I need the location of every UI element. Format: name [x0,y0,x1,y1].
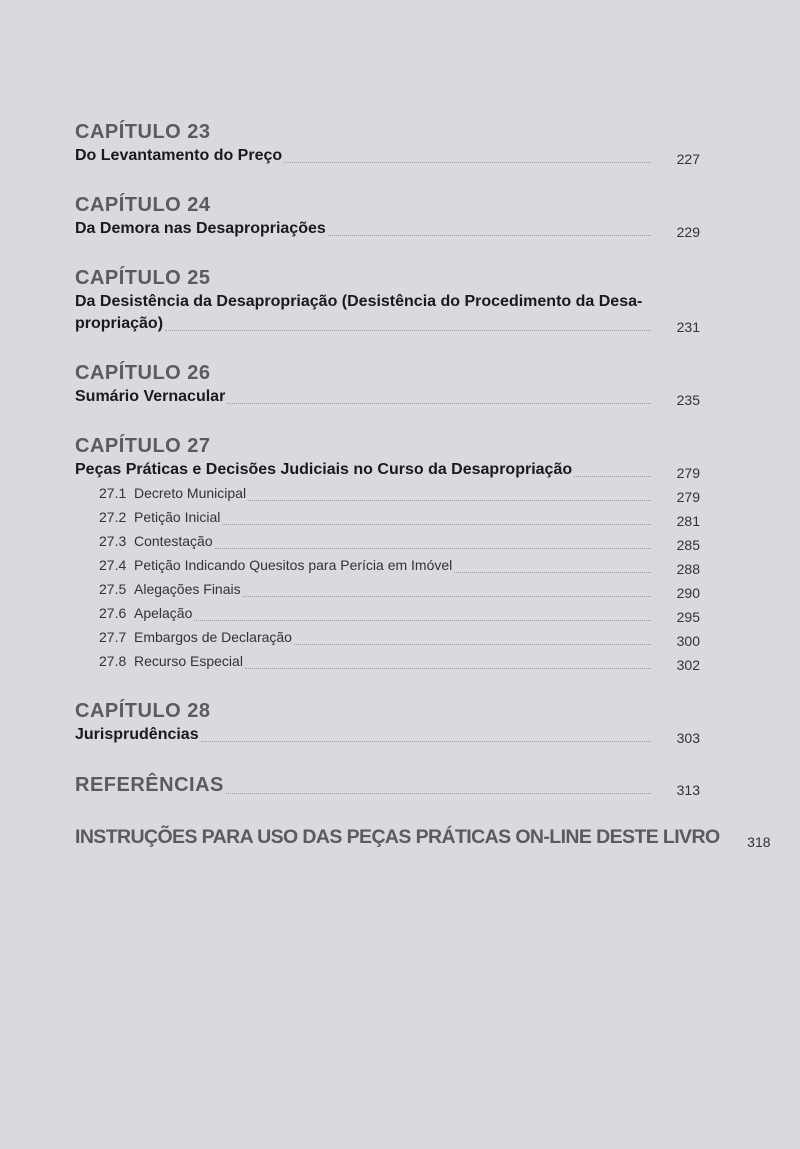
section-entry[interactable] [75,649,700,673]
page-number: 279 [676,465,700,481]
page-number: 295 [676,609,700,625]
section-entry[interactable] [75,505,700,529]
leader-dots [454,571,651,573]
page-number: 288 [676,561,700,577]
leader-dots [201,740,651,742]
chapter-heading: CAPÍTULO 25 [75,267,211,289]
page-number: 303 [676,730,700,746]
section-entry[interactable] [75,481,700,505]
section-title: Apelação [134,605,193,621]
references-title: REFERÊNCIAS [75,774,224,796]
toc-entry[interactable] [75,459,700,481]
leader-dots [243,595,651,597]
section-title: Petição Inicial [134,509,221,525]
chapter-heading: CAPÍTULO 26 [75,362,211,384]
toc-entry[interactable] [75,386,700,408]
page-number: 302 [676,657,700,673]
section-entry[interactable] [75,577,700,601]
section-title: Embargos de Declaração [134,629,292,645]
references-entry[interactable] [75,772,700,798]
section-title: Decreto Municipal [134,485,247,501]
leader-dots [284,161,651,163]
page-number: 235 [676,392,700,408]
instructions-entry[interactable] [75,824,771,850]
section-number: 27.5 [99,581,127,597]
section-title: Petição Indicando Quesitos para Perícia em Imóvel [134,557,453,573]
section-number: 27.2 [99,509,127,525]
toc-entry[interactable] [75,218,700,240]
chapter-heading: CAPÍTULO 27 [75,435,211,457]
chapter-title: Do Levantamento do Preço [75,147,283,164]
section-entry[interactable] [75,601,700,625]
section-number: 27.3 [99,533,127,549]
chapter-title-line-2: propriação) [75,315,164,332]
page-number: 229 [676,224,700,240]
page-number: 318 [747,834,771,850]
page-number: 281 [676,513,700,529]
leader-dots [328,234,651,236]
section-title: Alegações Finais [134,581,241,597]
chapter-28 [75,699,700,746]
page-number: 300 [676,633,700,649]
section-number: 27.6 [99,605,127,621]
chapter-title: Peças Práticas e Decisões Judiciais no Curso da Desapropriação [75,461,573,478]
chapter-25 [75,266,700,335]
toc-entry[interactable] [75,313,700,335]
page-number: 285 [676,537,700,553]
leader-dots [294,643,651,645]
table-of-contents [75,120,771,876]
section-title: Recurso Especial [134,653,243,669]
section-number: 27.7 [99,629,127,645]
section-number: 27.4 [99,557,127,573]
chapter-24 [75,193,700,240]
page-number: 290 [676,585,700,601]
page-number: 227 [676,151,700,167]
leader-dots [248,499,651,501]
chapter-title: Sumário Vernacular [75,388,226,405]
page-number: 231 [676,319,700,335]
section-entry[interactable] [75,553,700,577]
chapter-title-line-1: Da Desistência da Desapropriação (Desistência do Procedimento da Desa- [75,293,643,310]
chapter-heading: CAPÍTULO 23 [75,121,211,143]
leader-dots [226,792,651,794]
chapter-title: Jurisprudências [75,726,199,743]
section-entry[interactable] [75,625,700,649]
leader-dots [227,402,651,404]
section-title: Contestação [134,533,213,549]
chapter-23 [75,120,700,167]
page-number: 313 [676,782,700,798]
page-number: 279 [676,489,700,505]
section-entry[interactable] [75,529,700,553]
section-number: 27.8 [99,653,127,669]
leader-dots [574,475,651,477]
chapter-27 [75,434,700,673]
section-number: 27.1 [99,485,127,501]
toc-entry[interactable] [75,145,700,167]
leader-dots [215,547,651,549]
chapter-title: Da Demora nas Desapropriações [75,220,326,237]
chapter-heading: CAPÍTULO 24 [75,194,211,216]
leader-dots [222,523,651,525]
instructions-title: INSTRUÇÕES PARA USO DAS PEÇAS PRÁTICAS ON-LINE DESTE LIVRO [75,826,720,848]
leader-dots [194,619,651,621]
leader-dots [245,667,651,669]
leader-dots [165,329,651,331]
toc-entry[interactable] [75,724,700,746]
chapter-26 [75,361,700,408]
chapter-heading: CAPÍTULO 28 [75,700,211,722]
